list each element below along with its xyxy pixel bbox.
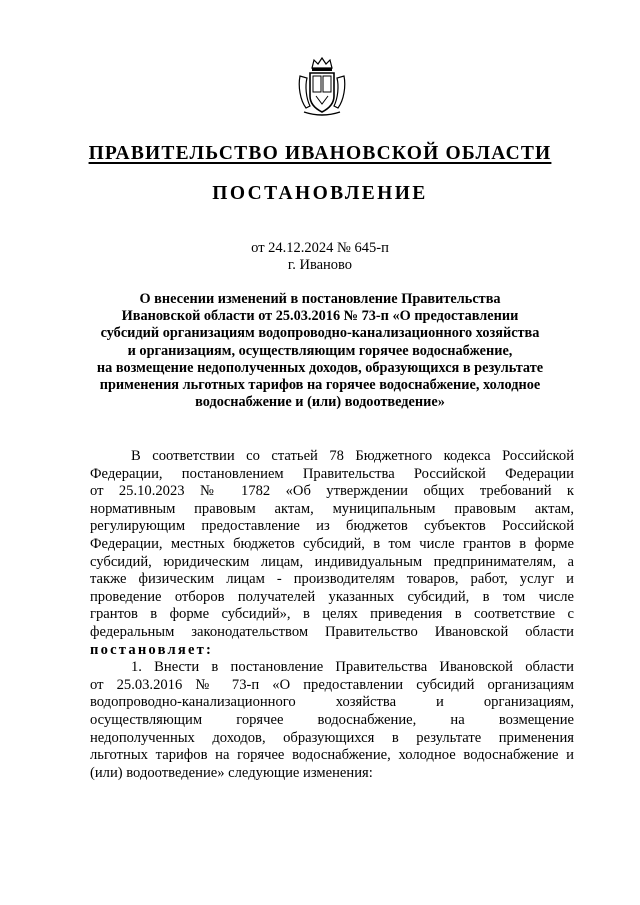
preamble-line: В соответствии со статьей 78 Бюджетного кодекса Российской <box>131 448 574 464</box>
preamble-line: регулирующим предоставление из бюджетов субъектов Российской <box>90 518 574 535</box>
ivanovo-coat-of-arms-icon <box>296 56 348 118</box>
item-1-line: недополученных доходов, образующихся в результате применения <box>90 729 574 746</box>
item-1-line: осуществляющим горячее водоснабжение, на возмещение <box>90 711 574 728</box>
resolves-keyword: постановляет: <box>90 641 214 658</box>
item-1-line: (или) водоотведение» следующие изменения: <box>90 764 373 781</box>
subject-line: О внесении изменений в постановление Правительства <box>139 291 501 307</box>
preamble-line: проведение отборов получателей указанных субсидий, в том числе <box>90 588 574 605</box>
subject-line: применения льготных тарифов на горячее водоснабжение, холодное <box>99 377 541 394</box>
preamble-line: от 25.10.2023 № 1782 «Об утверждении общих требований к <box>90 483 574 500</box>
item-1-line: водопроводно-канализационного хозяйства и организациям, <box>90 694 574 711</box>
subject-line: Ивановской области от 25.03.2016 № 73-п «О предоставлении <box>121 308 519 325</box>
document-subject <box>80 291 560 411</box>
subject-line: водоснабжение и (или) водоотведение» <box>195 394 445 411</box>
organization-title: ПРАВИТЕЛЬСТВО ИВАНОВСКОЙ ОБЛАСТИ <box>88 143 552 164</box>
preamble-line: нормативным правовым актам, муниципальным правовым актам, <box>90 500 574 517</box>
document-body <box>90 448 574 782</box>
item-1-line: льготных тарифов на горячее водоснабжение, холодное водоснабжение и <box>90 747 574 764</box>
preamble-line: федеральным законодательством Правительство Ивановской области <box>90 623 574 640</box>
item-1-line: 1. Внести в постановление Правительства Ивановской области <box>131 659 574 676</box>
subject-line: и организациям, осуществляющим горячее водоснабжение, <box>127 342 513 359</box>
item-1-line: от 25.03.2016 № 73-п «О предоставлении субсидий организациям <box>90 676 574 693</box>
document-type: ПОСТАНОВЛЕНИЕ <box>212 183 428 204</box>
subject-line: на возмещение недополученных доходов, образующихся в результате <box>96 359 544 376</box>
document-date-number: от 24.12.2024 № 645-п <box>251 240 389 256</box>
preamble-line: субсидий, юридическим лицам, индивидуальным предпринимателям, а <box>90 553 574 570</box>
document-city: г. Иваново <box>287 257 353 273</box>
preamble-line: также физическим лицам - производителям товаров, работ, услуг и <box>90 571 574 588</box>
preamble-line: Федерации, постановлением Правительства Российской Федерации <box>90 465 574 482</box>
subject-line: субсидий организациям водопроводно-канализационного хозяйства <box>100 325 540 342</box>
preamble-line: Федерации, местных бюджетов субсидий, в том числе грантов в форме <box>90 535 574 552</box>
preamble-line: грантов в форме субсидий», в целях приведения в соответствие с <box>90 606 574 623</box>
